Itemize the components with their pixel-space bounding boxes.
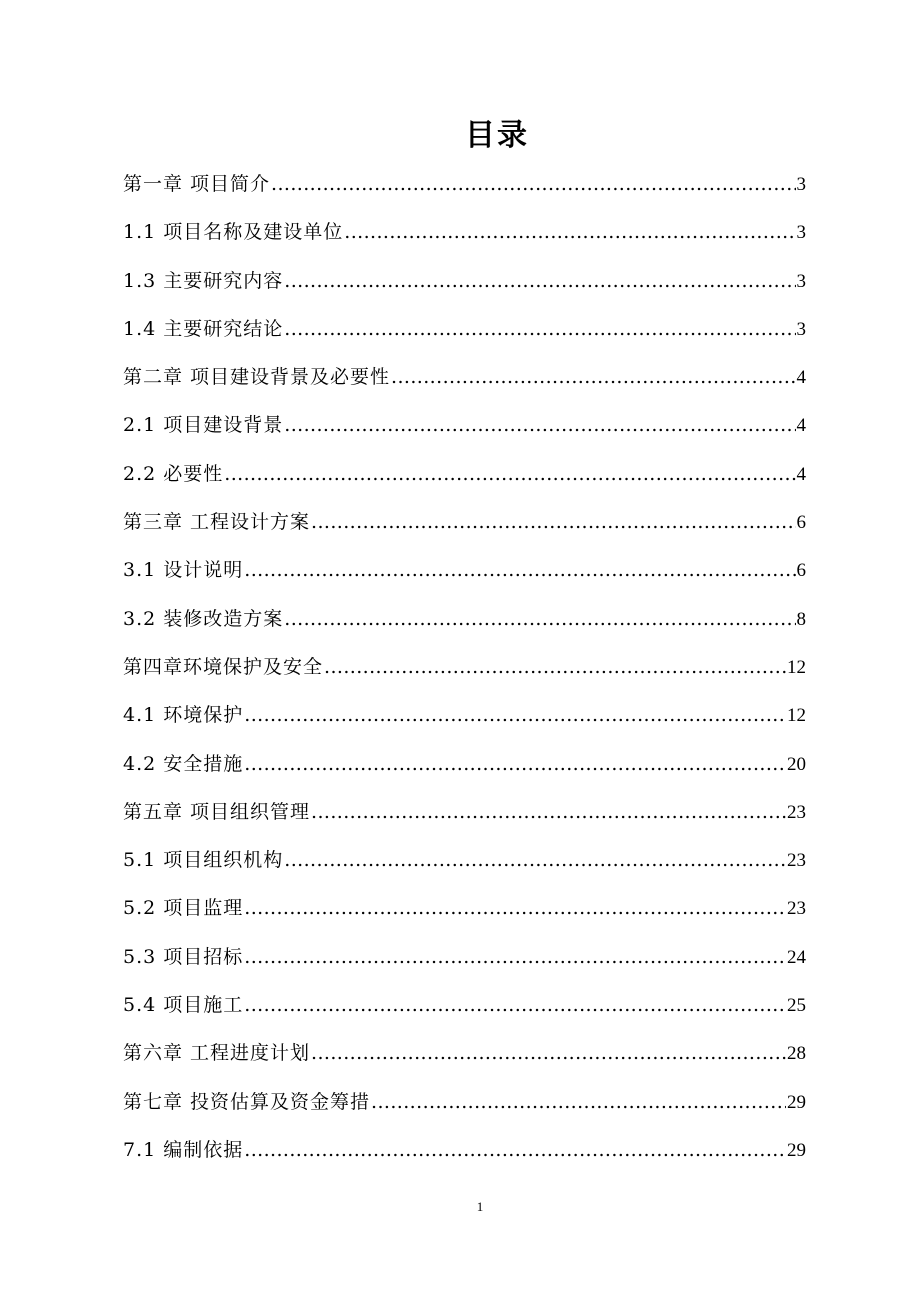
toc-entry-page: 28	[787, 1043, 806, 1065]
toc-entry-label: 1.3 主要研究内容	[123, 269, 284, 292]
toc-entry-label: 2.2 必要性	[123, 462, 224, 485]
toc-entry-page: 8	[796, 608, 806, 630]
toc-entry[interactable]	[123, 884, 806, 932]
toc-entry-label: 5.2 项目监理	[123, 897, 244, 920]
page-title: 目录	[465, 118, 529, 153]
toc-entry[interactable]	[123, 836, 806, 884]
toc-entry[interactable]	[123, 740, 806, 788]
toc-entry-page: 20	[787, 753, 806, 775]
toc-entry[interactable]	[123, 160, 806, 208]
toc-entry-label: 第三章 工程设计方案	[123, 511, 311, 534]
toc-entry-page: 4	[796, 367, 806, 389]
toc-leader-dots	[244, 933, 786, 981]
toc-entry-label: 1.4 主要研究结论	[123, 317, 284, 340]
toc-entry-label: 5.4 项目施工	[123, 994, 244, 1017]
toc-leader-dots	[311, 498, 795, 546]
toc-entry-label: 第六章 工程进度计划	[123, 1042, 311, 1065]
toc-leader-dots	[284, 401, 795, 449]
toc-leader-dots	[271, 160, 795, 208]
toc-entry-page: 3	[796, 222, 806, 244]
toc-leader-dots	[344, 208, 795, 256]
toc-entry[interactable]	[123, 498, 806, 546]
toc-entry-page: 25	[787, 995, 806, 1017]
toc-entry-page: 3	[796, 318, 806, 340]
toc-entry-page: 12	[787, 656, 806, 678]
toc-entry[interactable]	[123, 691, 806, 739]
toc-entry[interactable]	[123, 643, 806, 691]
toc-leader-dots	[284, 305, 795, 353]
toc-entry-label: 3.2 装修改造方案	[123, 607, 284, 630]
toc-entry[interactable]	[123, 257, 806, 305]
toc-entry-label: 2.1 项目建设背景	[123, 414, 284, 437]
toc-entry[interactable]	[123, 981, 806, 1029]
toc-entry[interactable]	[123, 1078, 806, 1126]
toc-leader-dots	[311, 1029, 786, 1077]
toc-entry[interactable]	[123, 1126, 806, 1174]
toc-entry-label: 1.1 项目名称及建设单位	[123, 221, 344, 244]
toc-entry[interactable]	[123, 208, 806, 256]
toc-entry[interactable]	[123, 933, 806, 981]
toc-leader-dots	[284, 595, 795, 643]
toc-entry-page: 29	[787, 1139, 806, 1161]
toc-leader-dots	[244, 740, 786, 788]
toc-entry-label: 第二章 项目建设背景及必要性	[123, 366, 391, 389]
toc-entry-label: 7.1 编制依据	[123, 1138, 244, 1161]
toc-entry-label: 第五章 项目组织管理	[123, 800, 311, 823]
toc-entry-page: 4	[796, 415, 806, 437]
toc-entry-label: 4.2 安全措施	[123, 752, 244, 775]
toc-leader-dots	[311, 788, 786, 836]
toc-entry[interactable]	[123, 788, 806, 836]
toc-entry-page: 24	[787, 946, 806, 968]
toc-entry-label: 第七章 投资估算及资金筹措	[123, 1090, 371, 1113]
toc-entry[interactable]	[123, 353, 806, 401]
table-of-contents	[123, 160, 806, 1174]
toc-entry-page: 3	[796, 270, 806, 292]
toc-leader-dots	[244, 981, 786, 1029]
toc-leader-dots	[284, 257, 795, 305]
toc-entry-label: 5.3 项目招标	[123, 945, 244, 968]
toc-entry-page: 6	[796, 560, 806, 582]
toc-entry-page: 29	[787, 1091, 806, 1113]
toc-leader-dots	[371, 1078, 786, 1126]
toc-leader-dots	[244, 884, 786, 932]
toc-entry[interactable]	[123, 546, 806, 594]
toc-leader-dots	[391, 353, 795, 401]
toc-leader-dots	[284, 836, 786, 884]
toc-entry[interactable]	[123, 305, 806, 353]
toc-entry-page: 12	[787, 705, 806, 727]
toc-leader-dots	[324, 643, 786, 691]
toc-entry-label: 4.1 环境保护	[123, 704, 244, 727]
page-number: 1	[476, 1199, 484, 1214]
toc-entry-page: 23	[787, 801, 806, 823]
toc-entry-page: 23	[787, 898, 806, 920]
toc-entry-page: 23	[787, 850, 806, 872]
toc-entry-page: 6	[796, 512, 806, 534]
toc-entry[interactable]	[123, 595, 806, 643]
toc-entry-page: 4	[796, 463, 806, 485]
toc-entry-label: 5.1 项目组织机构	[123, 849, 284, 872]
toc-leader-dots	[244, 546, 795, 594]
toc-entry[interactable]	[123, 401, 806, 449]
toc-leader-dots	[244, 1126, 786, 1174]
toc-leader-dots	[244, 691, 786, 739]
toc-leader-dots	[224, 450, 795, 498]
toc-entry-page: 3	[796, 174, 806, 195]
toc-entry-label: 第一章 项目简介	[123, 173, 271, 195]
toc-entry[interactable]	[123, 1029, 806, 1077]
toc-entry-label: 第四章环境保护及安全	[123, 655, 324, 678]
toc-entry-label: 3.1 设计说明	[123, 559, 244, 582]
toc-entry[interactable]	[123, 450, 806, 498]
